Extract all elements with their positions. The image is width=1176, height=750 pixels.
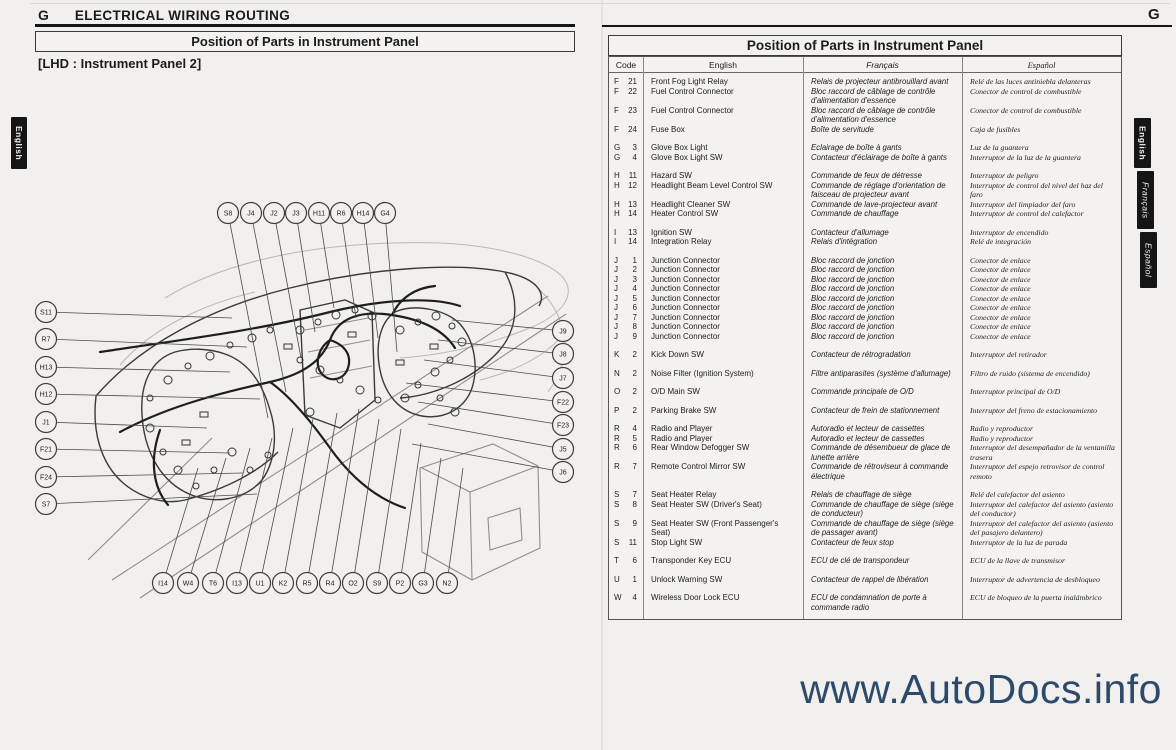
cell-code: I 14 — [614, 237, 637, 246]
cell-code: I 13 — [614, 227, 637, 237]
cell-francais: Contacteur d'allumage — [811, 227, 889, 237]
cell-code: F 21 — [614, 77, 637, 86]
language-side-tabs — [1134, 118, 1157, 291]
cell-francais: Bloc raccord de jonction — [811, 255, 895, 265]
table-column-divider — [643, 57, 644, 619]
diagram-callout-g4 — [375, 203, 396, 224]
table-row — [609, 313, 1121, 323]
svg-text:S11: S11 — [40, 309, 52, 317]
cell-code: J 7 — [614, 312, 637, 322]
cell-code: R 6 — [614, 443, 637, 452]
side-tab-espanol: Español — [1140, 232, 1157, 288]
table-row — [609, 462, 1121, 481]
svg-text:R4: R4 — [325, 580, 335, 588]
table-row — [609, 443, 1121, 462]
cell-english: Heater Control SW — [651, 209, 719, 218]
diagram-callout-h12 — [36, 384, 57, 405]
header-espanol: Español — [1027, 59, 1056, 70]
cell-code: T 6 — [614, 556, 637, 565]
diagram-callout-s7 — [36, 494, 57, 515]
cell-code: F 24 — [614, 124, 637, 134]
diagram-callout-u1 — [250, 573, 271, 594]
diagram-callout-r6 — [331, 203, 352, 224]
header-rule — [35, 24, 575, 27]
cell-code: J 4 — [614, 284, 637, 293]
page-seam — [601, 0, 603, 750]
cell-code: S 7 — [614, 490, 637, 499]
scan-edge-line — [30, 3, 1170, 4]
cell-code: P 2 — [614, 405, 637, 415]
svg-text:I14: I14 — [158, 580, 168, 588]
cell-espanol: Interruptor de la luz de parada — [970, 537, 1068, 547]
watermark: www.AutoDocs.info — [800, 666, 1162, 712]
cell-english: Headlight Beam Level Control SW — [651, 180, 773, 190]
table-row — [609, 575, 1121, 585]
cell-english: Junction Connector — [651, 284, 720, 293]
table-body — [609, 73, 1121, 619]
diagram-callout-j5 — [553, 439, 574, 460]
cell-espanol: Conector de enlace — [970, 265, 1031, 274]
cell-code: U 1 — [614, 574, 637, 584]
svg-text:H13: H13 — [39, 364, 53, 372]
table-row — [609, 153, 1121, 163]
cell-english: Parking Brake SW — [651, 405, 717, 415]
cell-francais: Commande de réglage d'orientation de faisceau de projecteur avant — [811, 180, 946, 199]
cell-francais: Commande de feux de détresse — [811, 171, 922, 180]
diagram-callout-i13 — [227, 573, 248, 594]
svg-text:F22: F22 — [556, 399, 570, 407]
cell-code: H 12 — [614, 180, 637, 190]
cell-francais: Autoradio et lecteur de cassettes — [811, 433, 925, 443]
svg-text:R7: R7 — [41, 336, 51, 344]
cell-code: R 7 — [614, 462, 637, 471]
cell-english: Seat Heater SW (Front Passenger's Seat) — [651, 518, 779, 537]
cell-espanol: Conector de enlace — [970, 274, 1031, 284]
cell-english: Headlight Cleaner SW — [651, 199, 731, 209]
cell-english: Front Fog Light Relay — [651, 77, 728, 86]
table-row — [609, 500, 1121, 519]
cell-espanol: Conector de enlace — [970, 255, 1031, 265]
right-corner-code: G — [1148, 6, 1160, 23]
diagram-callout-j8 — [553, 344, 574, 365]
cell-espanol: Interruptor de la luz de la guantera — [970, 152, 1081, 162]
svg-text:S9: S9 — [372, 580, 382, 588]
cell-espanol: Conector de enlace — [970, 322, 1031, 331]
table-row — [609, 237, 1121, 247]
cell-francais: Contacteur d'éclairage de boîte à gants — [811, 152, 947, 162]
side-tab-francais: Français — [1137, 171, 1154, 229]
cell-espanol: Interruptor de control del nivel del haz del faro — [970, 180, 1103, 199]
cell-espanol: Conector de enlace — [970, 293, 1031, 303]
right-page-title-box: Position of Parts in Instrument Panel — [608, 35, 1122, 56]
cell-espanol: Interruptor del desempañador de la ventanilla trasera — [970, 443, 1115, 462]
table-row — [609, 143, 1121, 153]
cell-code: J 3 — [614, 274, 637, 284]
table-row — [609, 106, 1121, 125]
cell-espanol: Radio y reproductor — [970, 433, 1034, 443]
diagram-callout-j7 — [553, 368, 574, 389]
cell-espanol: Conector de enlace — [970, 312, 1031, 322]
cell-english: Stop Light SW — [651, 537, 703, 547]
cell-english: Fuel Control Connector — [651, 86, 734, 96]
cell-francais: Filtre antiparasites (système d'allumage) — [811, 368, 951, 378]
cell-espanol: Interruptor del freno de estacionamiento — [970, 405, 1098, 415]
svg-text:P2: P2 — [395, 580, 405, 588]
cell-espanol: ECU de la llave de transmisor — [970, 556, 1066, 565]
cell-code: J 5 — [614, 293, 637, 303]
table-row — [609, 275, 1121, 285]
table-column-divider — [803, 57, 804, 619]
cell-english: Junction Connector — [651, 293, 720, 303]
header-code: Code — [615, 59, 637, 70]
cell-espanol: ECU de bloqueo de la puerta inalámbrico — [970, 593, 1102, 602]
cell-francais: Commande principale de O/D — [811, 387, 914, 396]
diagram-callout-h14 — [353, 203, 374, 224]
cell-code: G 3 — [614, 143, 637, 152]
cell-code: J 6 — [614, 303, 637, 312]
table-header-row — [609, 57, 1121, 73]
table-row — [609, 284, 1121, 294]
cell-espanol: Filtro de ruido (sistema de encendido) — [970, 368, 1090, 378]
cell-francais: Relais de chauffage de siège — [811, 490, 912, 499]
cell-english: Junction Connector — [651, 255, 720, 265]
cell-francais: Relais de projecteur antibrouillard avant — [811, 77, 949, 86]
cell-english: Junction Connector — [651, 265, 720, 274]
table-row — [609, 209, 1121, 219]
table-row — [609, 332, 1121, 342]
diagram-callout-k2 — [273, 573, 294, 594]
svg-text:N2: N2 — [442, 580, 452, 588]
section-title: ELECTRICAL WIRING ROUTING — [74, 8, 291, 23]
cell-english: Remote Control Mirror SW — [651, 462, 746, 471]
cell-espanol: Conector de enlace — [970, 303, 1031, 312]
svg-text:F24: F24 — [39, 474, 53, 482]
cell-francais: Bloc raccord de jonction — [811, 322, 895, 331]
table-row — [609, 125, 1121, 135]
svg-text:R6: R6 — [336, 210, 346, 218]
svg-text:F23: F23 — [556, 422, 570, 430]
table-row — [609, 265, 1121, 275]
cell-code: H 11 — [614, 171, 637, 180]
cell-code: F 23 — [614, 105, 637, 115]
cell-english: Radio and Player — [651, 424, 713, 433]
svg-text:J3: J3 — [292, 210, 300, 218]
table-row — [609, 350, 1121, 360]
cell-english: Hazard SW — [651, 171, 692, 180]
header-english: English — [709, 59, 737, 70]
svg-text:S8: S8 — [223, 210, 233, 218]
cell-francais: Autoradio et lecteur de cassettes — [811, 424, 925, 433]
table-row — [609, 593, 1121, 612]
svg-text:W4: W4 — [182, 580, 194, 588]
cell-english: Wireless Door Lock ECU — [651, 593, 740, 602]
cell-code: H 13 — [614, 199, 637, 209]
diagram-callout-i14 — [153, 573, 174, 594]
cell-francais: Bloc raccord de jonction — [811, 274, 895, 284]
cell-espanol: Conector de control de combustible — [970, 86, 1082, 96]
left-section-header — [38, 7, 290, 23]
svg-text:J9: J9 — [559, 328, 567, 336]
cell-code: H 14 — [614, 209, 637, 218]
cell-francais: Bloc raccord de jonction — [811, 265, 895, 274]
cell-english: Glove Box Light — [651, 143, 708, 152]
svg-text:K2: K2 — [278, 580, 288, 588]
diagram-callout-s8 — [218, 203, 239, 224]
cell-code: S 11 — [614, 537, 637, 547]
cell-francais: Bloc raccord de jonction — [811, 293, 895, 303]
svg-text:J5: J5 — [559, 446, 567, 454]
cell-english: Junction Connector — [651, 331, 720, 341]
diagram-callout-j2 — [264, 203, 285, 224]
cell-espanol: Conector de enlace — [970, 331, 1031, 341]
diagram-callout-r4 — [320, 573, 341, 594]
diagram-callout-f24 — [36, 467, 57, 488]
cell-english: Junction Connector — [651, 274, 720, 284]
cell-code: K 2 — [614, 350, 637, 359]
cell-francais: Bloc raccord de câblage de contrôle d'alimentation d'essence — [811, 86, 936, 105]
cell-espanol: Interruptor del limpiador del faro — [970, 199, 1076, 209]
cell-english: Junction Connector — [651, 303, 720, 312]
cell-espanol: Conector de control de combustible — [970, 105, 1082, 115]
header-francais: Français — [866, 59, 899, 70]
cell-francais: Commande de désembueur de glace de lunette arrière — [811, 443, 951, 462]
diagram-callout-j3 — [286, 203, 307, 224]
cell-francais: Commande de rétroviseur à commande électrique — [811, 462, 949, 481]
table-row — [609, 77, 1121, 87]
svg-text:G3: G3 — [418, 580, 428, 588]
cell-francais: Eclairage de boîte à gants — [811, 143, 902, 152]
cell-english: Rear Window Defogger SW — [651, 443, 750, 452]
cell-code: R 5 — [614, 433, 637, 443]
cell-code: S 9 — [614, 518, 637, 528]
cell-code: O 2 — [614, 387, 637, 396]
diagram-callout-o2 — [343, 573, 364, 594]
cell-code: J 2 — [614, 265, 637, 274]
cell-francais: Bloc raccord de jonction — [811, 312, 895, 322]
left-page-subtitle: [LHD : Instrument Panel 2] — [38, 56, 202, 71]
table-row — [609, 303, 1121, 313]
cell-english: Transponder Key ECU — [651, 556, 732, 565]
cell-english: Noise Filter (Ignition System) — [651, 368, 754, 378]
diagram-callout-j1 — [36, 412, 57, 433]
table-row — [609, 556, 1121, 566]
cell-espanol: Relé del calefactor del asiento — [970, 490, 1065, 499]
diagram-callout-j4 — [241, 203, 262, 224]
cell-english: Seat Heater Relay — [651, 490, 717, 499]
cell-english: Ignition SW — [651, 227, 692, 237]
table-row — [609, 538, 1121, 548]
cell-espanol: Interruptor del retirador — [970, 350, 1047, 359]
diagram-callout-s11 — [36, 302, 57, 323]
parts-position-table — [608, 56, 1122, 620]
diagram-callout-s9 — [367, 573, 388, 594]
table-row — [609, 424, 1121, 434]
instrument-panel-diagram — [0, 190, 600, 620]
cell-espanol: Interruptor del calefactor del asiento (asiento del conductor) — [970, 499, 1114, 518]
cell-espanol: Interruptor de advertencia de desbloqueo — [970, 574, 1100, 584]
cell-francais: Relais d'intégration — [811, 237, 878, 246]
svg-text:R5: R5 — [302, 580, 312, 588]
cell-francais: Commande de chauffage de siège (siège de conducteur) — [811, 499, 954, 518]
table-row — [609, 322, 1121, 332]
cell-francais: Boîte de servitude — [811, 124, 874, 134]
cell-english: Junction Connector — [651, 312, 720, 322]
diagram-callout-f22 — [553, 392, 574, 413]
svg-text:J2: J2 — [270, 210, 278, 218]
svg-text:J6: J6 — [559, 469, 567, 477]
cell-espanol: Interruptor del espejo retrovisor de control remoto — [970, 462, 1105, 481]
cell-francais: Contacteur de rappel de libération — [811, 574, 929, 584]
table-row — [609, 228, 1121, 238]
svg-text:J1: J1 — [42, 419, 50, 427]
table-row — [609, 294, 1121, 304]
cell-english: Fuse Box — [651, 124, 685, 134]
cell-code: J 1 — [614, 255, 637, 265]
cell-code: J 8 — [614, 322, 637, 331]
cell-english: Radio and Player — [651, 433, 713, 443]
cell-francais: Contacteur de rétrogradation — [811, 350, 911, 359]
diagram-callout-f21 — [36, 439, 57, 460]
diagram-callout-h13 — [36, 357, 57, 378]
svg-text:F21: F21 — [39, 446, 53, 454]
cell-francais: Commande de chauffage — [811, 209, 899, 218]
cell-espanol: Luz de la guantera — [970, 143, 1029, 152]
cell-code: R 4 — [614, 424, 637, 433]
cell-francais: Bloc raccord de jonction — [811, 284, 895, 293]
table-row — [609, 434, 1121, 444]
cell-francais: Bloc raccord de jonction — [811, 331, 895, 341]
cell-english: Fuel Control Connector — [651, 105, 734, 115]
svg-text:H11: H11 — [312, 210, 326, 218]
table-row — [609, 87, 1121, 106]
cell-espanol: Radio y reproductor — [970, 424, 1034, 433]
table-row — [609, 519, 1121, 538]
cell-code: F 22 — [614, 86, 637, 96]
svg-text:J8: J8 — [559, 351, 567, 359]
table-row — [609, 256, 1121, 266]
cell-francais: Commande de chauffage de siège (siège de passager avant) — [811, 518, 954, 537]
side-tab-english: English — [1134, 118, 1151, 168]
cell-espanol: Interruptor de control del calefactor — [970, 209, 1084, 218]
cell-espanol: Relé de integración — [970, 237, 1032, 246]
cell-english: Seat Heater SW (Driver's Seat) — [651, 499, 762, 509]
cell-code: S 8 — [614, 499, 637, 509]
diagram-callout-r7 — [36, 329, 57, 350]
cell-francais: Commande de lave-projecteur avant — [811, 199, 938, 209]
cell-espanol: Interruptor de encendido — [970, 227, 1049, 237]
cell-francais: ECU de condamnation de porte à commande radio — [811, 593, 927, 612]
svg-text:H12: H12 — [39, 391, 53, 399]
svg-text:I13: I13 — [232, 580, 242, 588]
svg-text:U1: U1 — [255, 580, 265, 588]
table-row — [609, 406, 1121, 416]
table-row — [609, 369, 1121, 379]
cell-francais: Bloc raccord de jonction — [811, 303, 895, 312]
section-code: G — [38, 7, 49, 23]
table-row — [609, 490, 1121, 500]
cell-francais: Bloc raccord de câblage de contrôle d'alimentation d'essence — [811, 105, 936, 124]
svg-text:T6: T6 — [208, 580, 218, 588]
cell-espanol: Interruptor del calefactor del asiento (asiento del pasajero delantero) — [970, 518, 1114, 537]
diagram-callout-g3 — [413, 573, 434, 594]
diagram-callout-w4 — [178, 573, 199, 594]
cell-english: Unlock Warning SW — [651, 574, 723, 584]
svg-text:S7: S7 — [41, 501, 51, 509]
cell-espanol: Conector de enlace — [970, 284, 1031, 293]
svg-text:G4: G4 — [380, 210, 390, 218]
svg-text:J7: J7 — [559, 375, 567, 383]
diagram-callout-f23 — [553, 415, 574, 436]
diagram-callout-j6 — [553, 462, 574, 483]
cell-espanol: Interruptor de peligro — [970, 171, 1039, 180]
diagram-callout-t6 — [203, 573, 224, 594]
cell-english: Junction Connector — [651, 322, 720, 331]
cell-espanol: Caja de fusibles — [970, 124, 1021, 134]
cell-francais: ECU de clé de transpondeur — [811, 556, 910, 565]
cell-code: J 9 — [614, 331, 637, 341]
svg-text:O2: O2 — [348, 580, 358, 588]
cell-code: W 4 — [614, 593, 637, 602]
cell-code: N 2 — [614, 368, 637, 378]
svg-text:J4: J4 — [247, 210, 255, 218]
table-row — [609, 171, 1121, 181]
diagram-callout-n2 — [437, 573, 458, 594]
diagram-callout-p2 — [390, 573, 411, 594]
cell-espanol: Interruptor principal de O/D — [970, 387, 1061, 396]
cell-francais: Contacteur de frein de stationnement — [811, 405, 940, 415]
cell-code: G 4 — [614, 152, 637, 162]
cell-english: O/D Main SW — [651, 387, 700, 396]
diagram-callout-r5 — [297, 573, 318, 594]
table-column-divider — [962, 57, 963, 619]
dashboard-artwork — [88, 243, 568, 598]
side-tab-english-left: English — [11, 117, 27, 169]
cell-francais: Contacteur de feux stop — [811, 537, 894, 547]
svg-text:H14: H14 — [356, 210, 370, 218]
table-row — [609, 181, 1121, 200]
cell-espanol: Relé de las luces antiniebla delanteras — [970, 77, 1091, 86]
cell-english: Glove Box Light SW — [651, 152, 723, 162]
table-row — [609, 200, 1121, 210]
cell-english: Integration Relay — [651, 237, 712, 246]
cell-english: Kick Down SW — [651, 350, 704, 359]
left-page-title-box: Position of Parts in Instrument Panel — [35, 31, 575, 52]
right-header-rule — [602, 25, 1172, 27]
diagram-callout-j9 — [553, 321, 574, 342]
table-row — [609, 387, 1121, 397]
diagram-callout-h11 — [309, 203, 330, 224]
